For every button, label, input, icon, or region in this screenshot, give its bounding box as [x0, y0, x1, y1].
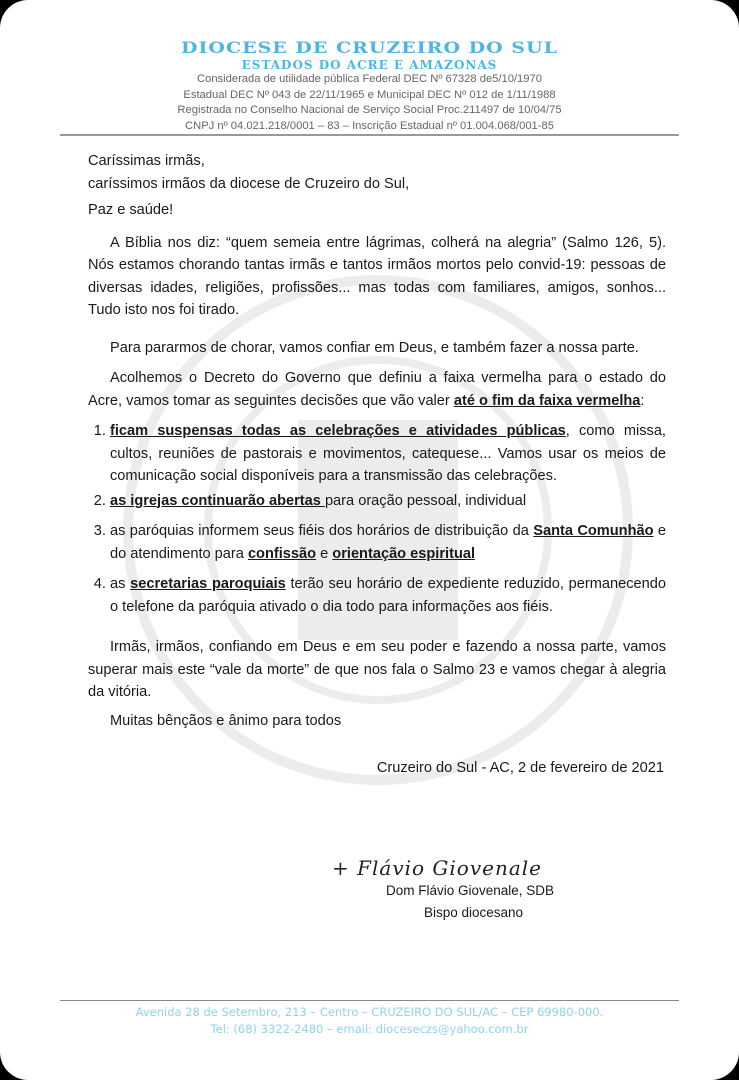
letterhead — [0, 38, 739, 134]
footer-address: Avenida 28 de Setembro, 213 – Centro – CRUZEIRO DO SUL/AC – CEP 69980-000. — [135, 1005, 604, 1019]
emphasis: confissão — [247, 545, 317, 562]
greeting: caríssimos irmãos da diocese de Cruzeiro do Sul, — [88, 175, 410, 192]
handwritten-signature: + Flávio Giovenale — [332, 856, 542, 880]
text: para oração pessoal, individual — [324, 492, 527, 509]
greeting: Caríssimas irmãs, — [88, 153, 205, 169]
list-item — [110, 420, 666, 488]
text: as — [110, 576, 131, 592]
greeting: Paz e saúde! — [88, 202, 174, 218]
letterhead-line: Registrada no Conselho Nacional de Serviço Social Proc.211497 de 10/04/75 — [177, 104, 562, 116]
paragraph: Muitas bênçãos e ânimo para todos — [110, 712, 342, 729]
list-item — [110, 520, 666, 565]
emphasis: ficam suspensas todas as celebrações e atividades públicas — [110, 423, 566, 439]
signature-block — [330, 856, 554, 924]
header-divider — [60, 134, 679, 136]
text: Acolhemos o Decreto do Governo que definiu a faixa vermelha para o estado do Acre, vamos tomar as seguintes decisões que vão valer — [88, 370, 666, 409]
paragraph: Para pararmos de chorar, vamos confiar em Deus, e também fazer a nossa parte. — [110, 339, 639, 356]
paragraph — [88, 367, 666, 412]
paragraph: Irmãs, irmãos, confiando em Deus e em seu poder e fazendo a nossa parte, vamos superar mais este “vale da morte” de que nos fala o Salmo 23 e vamos chegar à alegria da vitória. — [88, 639, 666, 700]
letterhead-subtitle: ESTADOS DO ACRE E AMAZONAS — [241, 58, 498, 72]
emphasis: Santa Comunhão — [533, 523, 654, 539]
emphasis: orientação espiritual — [332, 545, 476, 562]
letterhead-line: Estadual DEC Nº 043 de 22/11/1965 e Municipal DEC Nº 012 de 1/11/1988 — [183, 88, 556, 101]
decisions-list — [88, 420, 666, 618]
footer — [0, 1004, 739, 1038]
list-item — [110, 573, 666, 618]
paragraph: A Bíblia nos diz: “quem semeia entre lágrimas, colherá na alegria” (Salmo 126, 5). Nós estamos chorando tantas irmãs e tantos irmãos mortos pelo convid-19: pessoas de diversas idades, religiões, profissões... mas todas com familiares, amigos, sonhos... Tudo isto nos foi tirado. — [88, 234, 666, 318]
letter-body — [88, 150, 666, 780]
footer-divider — [60, 1000, 679, 1001]
text: e do atendimento para — [110, 523, 667, 562]
emphasis: as igrejas continuarão abertas — [110, 492, 325, 509]
text: : — [640, 392, 645, 409]
emphasis: secretarias paroquiais — [130, 576, 286, 592]
signer-role: Bispo diocesano — [424, 905, 524, 920]
date-line: Cruzeiro do Sul - AC, 2 de fevereiro de 2021 — [376, 760, 664, 776]
emphasis: até o fim da faixa vermelha — [453, 392, 641, 409]
text: , como missa, cultos, reuniões de pastorais e movimentos, catequese... Vamos usar os meios de comunicação social disponíveis para a transmissão das celebrações. — [110, 423, 666, 484]
text: as paróquias informem seus fiéis dos horários de distribuição da — [110, 523, 534, 539]
text: terão seu horário de expediente reduzido, permanecendo o telefone da paróquia ativado o dia todo para informações aos fiéis. — [110, 576, 667, 615]
signer-name: Dom Flávio Giovenale, SDB — [386, 883, 555, 898]
text: e — [316, 545, 333, 562]
footer-contact: Tel: (68) 3322-2480 – email: dioceseczs@yahoo.com.br — [210, 1022, 529, 1036]
letterhead-title: DIOCESE DE CRUZEIRO DO SUL — [181, 38, 558, 58]
letterhead-line: CNPJ nº 04.021.218/0001 – 83 – Inscrição Estadual nº 01.004.068/001-85 — [185, 119, 554, 132]
letterhead-line: Considerada de utilidade pública Federal DEC Nº 67328 de5/10/1970 — [197, 73, 542, 85]
list-item — [110, 490, 666, 513]
